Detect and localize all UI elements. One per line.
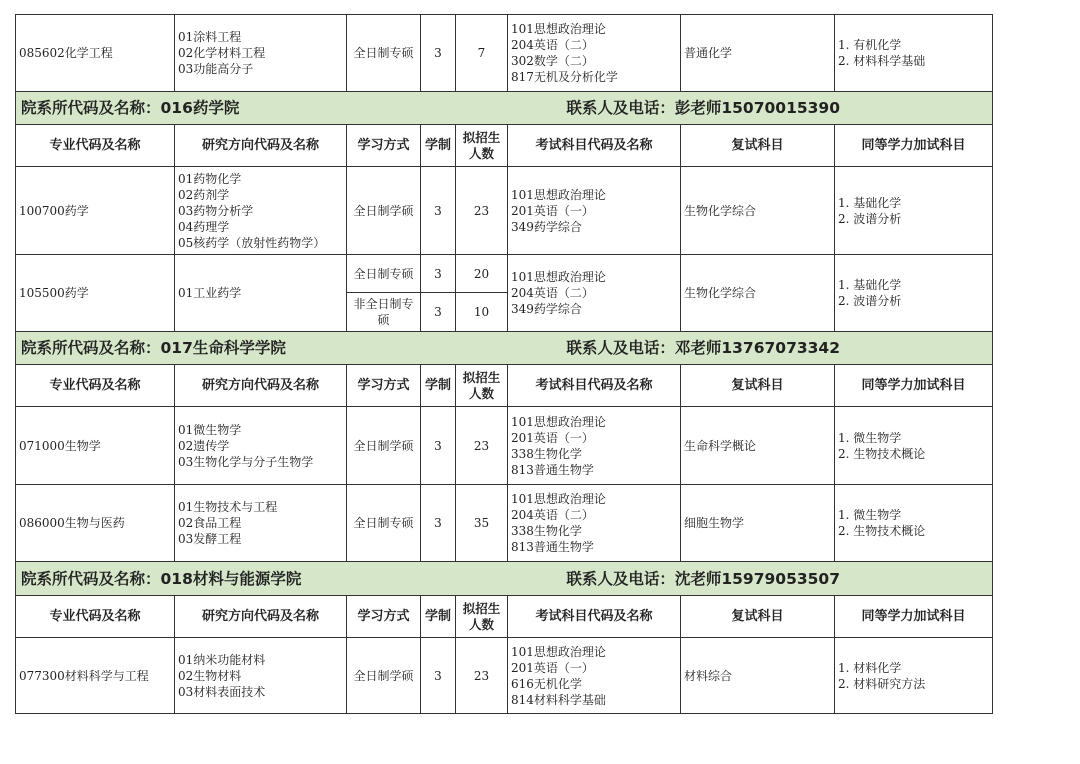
directions-cell: 01涂料工程 02化学材料工程 03功能高分子 bbox=[175, 15, 347, 92]
exams-cell: 101思想政治理论 204英语（二） 349药学综合 bbox=[508, 255, 681, 332]
exams-cell: 101思想政治理论 201英语（一） 338生物化学 813普通生物学 bbox=[508, 407, 681, 485]
major-cell: 077300材料科学与工程 bbox=[16, 638, 175, 714]
mode-cell: 全日制学硕 bbox=[347, 407, 421, 485]
extra-cell: 1. 基础化学 2. 波谱分析 bbox=[835, 255, 993, 332]
years-cell: 3 bbox=[421, 167, 456, 255]
quota-cell: 10 bbox=[456, 293, 508, 332]
header-major: 专业代码及名称 bbox=[16, 365, 175, 407]
retest-cell: 生命科学概论 bbox=[681, 407, 835, 485]
table-row bbox=[16, 167, 993, 255]
table-row bbox=[16, 485, 993, 562]
header-quota: 拟招生人数 bbox=[456, 125, 508, 167]
years-cell: 3 bbox=[421, 293, 456, 332]
header-exams: 考试科目代码及名称 bbox=[508, 596, 681, 638]
quota-cell: 20 bbox=[456, 255, 508, 293]
header-years: 学制 bbox=[421, 596, 456, 638]
header-extra: 同等学力加试科目 bbox=[835, 365, 993, 407]
retest-cell: 生物化学综合 bbox=[681, 255, 835, 332]
directions-cell: 01微生物学 02遗传学 03生物化学与分子生物学 bbox=[175, 407, 347, 485]
header-row bbox=[16, 125, 993, 167]
exams-cell: 101思想政治理论 201英语（一） 616无机化学 814材料科学基础 bbox=[508, 638, 681, 714]
extra-cell: 1. 微生物学 2. 生物技术概论 bbox=[835, 485, 993, 562]
extra-cell: 1. 基础化学 2. 波谱分析 bbox=[835, 167, 993, 255]
mode-cell: 全日制专硕 bbox=[347, 485, 421, 562]
extra-cell: 1. 材料化学 2. 材料研究方法 bbox=[835, 638, 993, 714]
enrollment-table bbox=[15, 14, 993, 714]
mode-cell: 全日制学硕 bbox=[347, 638, 421, 714]
header-quota: 拟招生人数 bbox=[456, 596, 508, 638]
mode-cell: 全日制专硕 bbox=[347, 255, 421, 293]
years-cell: 3 bbox=[421, 15, 456, 92]
table-row bbox=[16, 407, 993, 485]
major-cell: 085602化学工程 bbox=[16, 15, 175, 92]
department-banner bbox=[16, 92, 993, 125]
directions-cell: 01药物化学 02药剂学 03药物分析学 04药理学 05核药学（放射性药物学） bbox=[175, 167, 347, 255]
quota-cell: 23 bbox=[456, 407, 508, 485]
major-cell: 105500药学 bbox=[16, 255, 175, 332]
quota-cell: 35 bbox=[456, 485, 508, 562]
retest-cell: 普通化学 bbox=[681, 15, 835, 92]
header-major: 专业代码及名称 bbox=[16, 125, 175, 167]
department-title: 院系所代码及名称：016药学院 bbox=[21, 99, 240, 117]
table-row bbox=[16, 638, 993, 714]
department-title: 院系所代码及名称：018材料与能源学院 bbox=[21, 569, 302, 588]
retest-cell: 生物化学综合 bbox=[681, 167, 835, 255]
mode-cell: 全日制专硕 bbox=[347, 15, 421, 92]
header-retest: 复试科目 bbox=[681, 596, 835, 638]
header-retest: 复试科目 bbox=[681, 125, 835, 167]
directions-cell: 01工业药学 bbox=[175, 255, 347, 332]
header-directions: 研究方向代码及名称 bbox=[175, 596, 347, 638]
table-row bbox=[16, 255, 993, 293]
header-mode: 学习方式 bbox=[347, 596, 421, 638]
major-cell: 100700药学 bbox=[16, 167, 175, 255]
extra-cell: 1. 有机化学 2. 材料科学基础 bbox=[835, 15, 993, 92]
extra-cell: 1. 微生物学 2. 生物技术概论 bbox=[835, 407, 993, 485]
header-row bbox=[16, 365, 993, 407]
header-directions: 研究方向代码及名称 bbox=[175, 125, 347, 167]
directions-cell: 01生物技术与工程 02食品工程 03发酵工程 bbox=[175, 485, 347, 562]
directions-cell: 01纳米功能材料 02生物材料 03材料表面技术 bbox=[175, 638, 347, 714]
years-cell: 3 bbox=[421, 638, 456, 714]
header-exams: 考试科目代码及名称 bbox=[508, 365, 681, 407]
header-extra: 同等学力加试科目 bbox=[835, 125, 993, 167]
mode-cell: 全日制学硕 bbox=[347, 167, 421, 255]
department-banner bbox=[16, 332, 993, 365]
department-contact: 联系人及电话：彭老师15070015390 bbox=[566, 99, 840, 117]
header-years: 学制 bbox=[421, 125, 456, 167]
department-title: 院系所代码及名称：017生命科学学院 bbox=[21, 339, 286, 357]
header-exams: 考试科目代码及名称 bbox=[508, 125, 681, 167]
exams-cell: 101思想政治理论 204英语（二） 302数学（二） 817无机及分析化学 bbox=[508, 15, 681, 92]
years-cell: 3 bbox=[421, 255, 456, 293]
major-cell: 086000生物与医药 bbox=[16, 485, 175, 562]
retest-cell: 材料综合 bbox=[681, 638, 835, 714]
exams-cell: 101思想政治理论 204英语（二） 338生物化学 813普通生物学 bbox=[508, 485, 681, 562]
major-cell: 071000生物学 bbox=[16, 407, 175, 485]
table-row bbox=[16, 15, 993, 92]
quota-cell: 7 bbox=[456, 15, 508, 92]
header-directions: 研究方向代码及名称 bbox=[175, 365, 347, 407]
years-cell: 3 bbox=[421, 407, 456, 485]
department-banner bbox=[16, 562, 993, 596]
exams-cell: 101思想政治理论 201英语（一） 349药学综合 bbox=[508, 167, 681, 255]
header-quota: 拟招生人数 bbox=[456, 365, 508, 407]
header-major: 专业代码及名称 bbox=[16, 596, 175, 638]
quota-cell: 23 bbox=[456, 167, 508, 255]
header-retest: 复试科目 bbox=[681, 365, 835, 407]
header-extra: 同等学力加试科目 bbox=[835, 596, 993, 638]
years-cell: 3 bbox=[421, 485, 456, 562]
department-contact: 联系人及电话：沈老师15979053507 bbox=[566, 569, 840, 588]
header-mode: 学习方式 bbox=[347, 125, 421, 167]
retest-cell: 细胞生物学 bbox=[681, 485, 835, 562]
mode-cell: 非全日制专硕 bbox=[347, 293, 421, 332]
quota-cell: 23 bbox=[456, 638, 508, 714]
header-mode: 学习方式 bbox=[347, 365, 421, 407]
header-row bbox=[16, 596, 993, 638]
department-contact: 联系人及电话：邓老师13767073342 bbox=[566, 339, 840, 357]
header-years: 学制 bbox=[421, 365, 456, 407]
